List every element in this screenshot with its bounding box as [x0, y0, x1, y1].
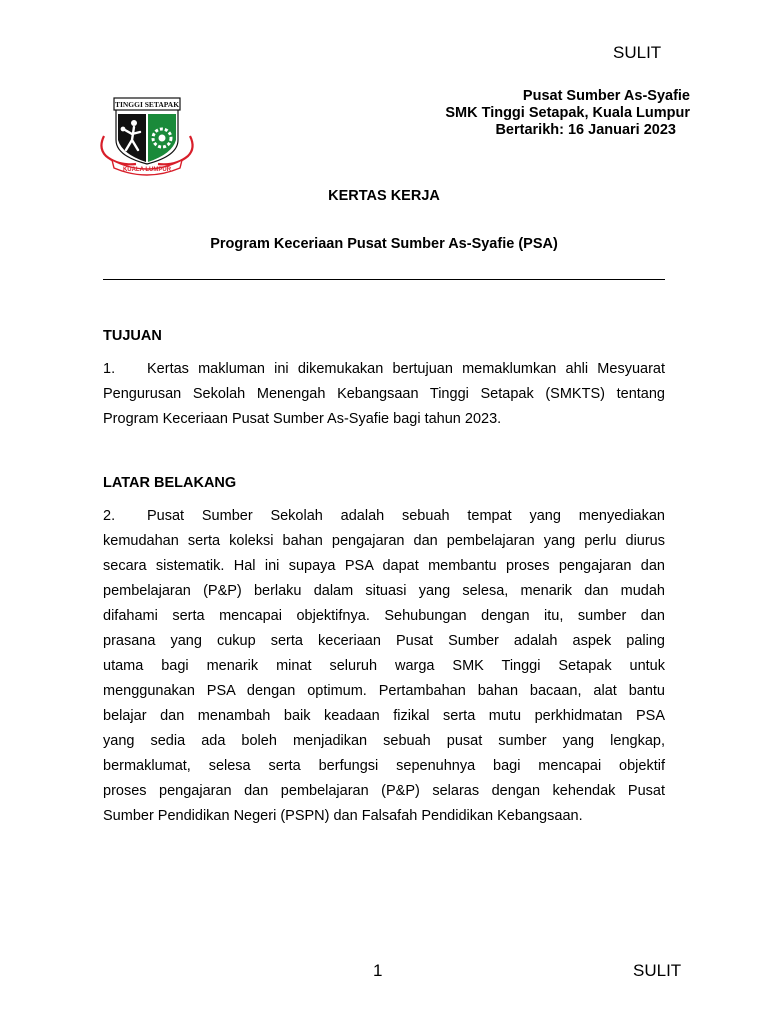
- page-number: 1: [373, 961, 383, 980]
- address-line: Pusat Sumber As-Syafie: [522, 88, 690, 104]
- document-heading: KERTAS KERJA: [328, 188, 440, 204]
- paragraph-line: kemudahan serta koleksi bahan pengajaran dan pembelajaran yang perlu diurus: [103, 533, 665, 549]
- paragraph-line-text: Pusat Sumber Sekolah adalah sebuah tempat yang menyediakan: [147, 508, 665, 524]
- paragraph-line: utama bagi menarik minat seluruh warga SMK Tinggi Setapak untuk: [103, 658, 665, 674]
- section-title-latar-belakang: LATAR BELAKANG: [103, 475, 237, 491]
- paragraph-line: pembelajaran (P&P) berlaku dalam situasi yang selesa, menarik dan mudah: [103, 583, 665, 599]
- section-title-tujuan: TUJUAN: [103, 328, 162, 344]
- paragraph-line: Pengurusan Sekolah Menengah Kebangsaan Tinggi Setapak (SMKTS) tentang: [103, 386, 665, 402]
- paragraph-number: 2.: [103, 508, 116, 524]
- classification-top: SULIT: [613, 43, 662, 62]
- paragraph-line: [103, 504, 665, 529]
- address-block: [445, 88, 690, 139]
- paragraph-line: difahami serta mencapai objektifnya. Sehubungan dengan itu, sumber dan: [103, 608, 665, 624]
- paragraph-line: [103, 357, 665, 382]
- address-line: SMK Tinggi Setapak, Kuala Lumpur: [445, 105, 690, 121]
- divider-line: [103, 279, 665, 280]
- logo-banner-text: TINGGI SETAPAK: [114, 100, 180, 109]
- paragraph-line: bermaklumat, selesa serta berfungsi sepenuhnya bagi mencapai objektif: [103, 758, 665, 774]
- school-logo: [96, 86, 198, 178]
- paragraph-line: proses pengajaran dan pembelajaran (P&P) selaras dengan kehendak Pusat: [103, 783, 665, 799]
- paragraph-line: secara sistematik. Hal ini supaya PSA dapat membantu proses pengajaran dan: [103, 558, 665, 574]
- paragraph-line: menggunakan PSA dengan optimum. Pertambahan bahan bacaan, alat bantu: [103, 683, 665, 699]
- paragraph-line: belajar dan menambah baik keadaan fizikal serta mutu perkhidmatan PSA: [103, 708, 665, 724]
- paragraph-line: Sumber Pendidikan Negeri (PSPN) dan Falsafah Pendidikan Kebangsaan.: [103, 808, 583, 824]
- paragraph-line: yang sedia ada boleh menjadikan sebuah pusat sumber yang lengkap,: [103, 733, 665, 749]
- paragraph-latar-belakang: [103, 504, 665, 829]
- paragraph-number: 1.: [103, 361, 116, 377]
- paragraph-line: Program Keceriaan Pusat Sumber As-Syafie bagi tahun 2023.: [103, 411, 502, 427]
- paragraph-tujuan: [103, 357, 665, 432]
- classification-bottom: SULIT: [633, 961, 682, 980]
- program-title: Program Keceriaan Pusat Sumber As-Syafie (PSA): [210, 236, 558, 252]
- school-crest-icon: [96, 86, 198, 178]
- logo-ribbon-text: KUALA LUMPUR: [122, 167, 172, 173]
- paragraph-line: prasana yang cukup serta keceriaan Pusat Sumber adalah aspek paling: [103, 633, 665, 649]
- address-date: Bertarikh: 16 Januari 2023: [495, 122, 676, 138]
- paragraph-line-text: Kertas makluman ini dikemukakan bertujuan memaklumkan ahli Mesyuarat: [147, 361, 665, 377]
